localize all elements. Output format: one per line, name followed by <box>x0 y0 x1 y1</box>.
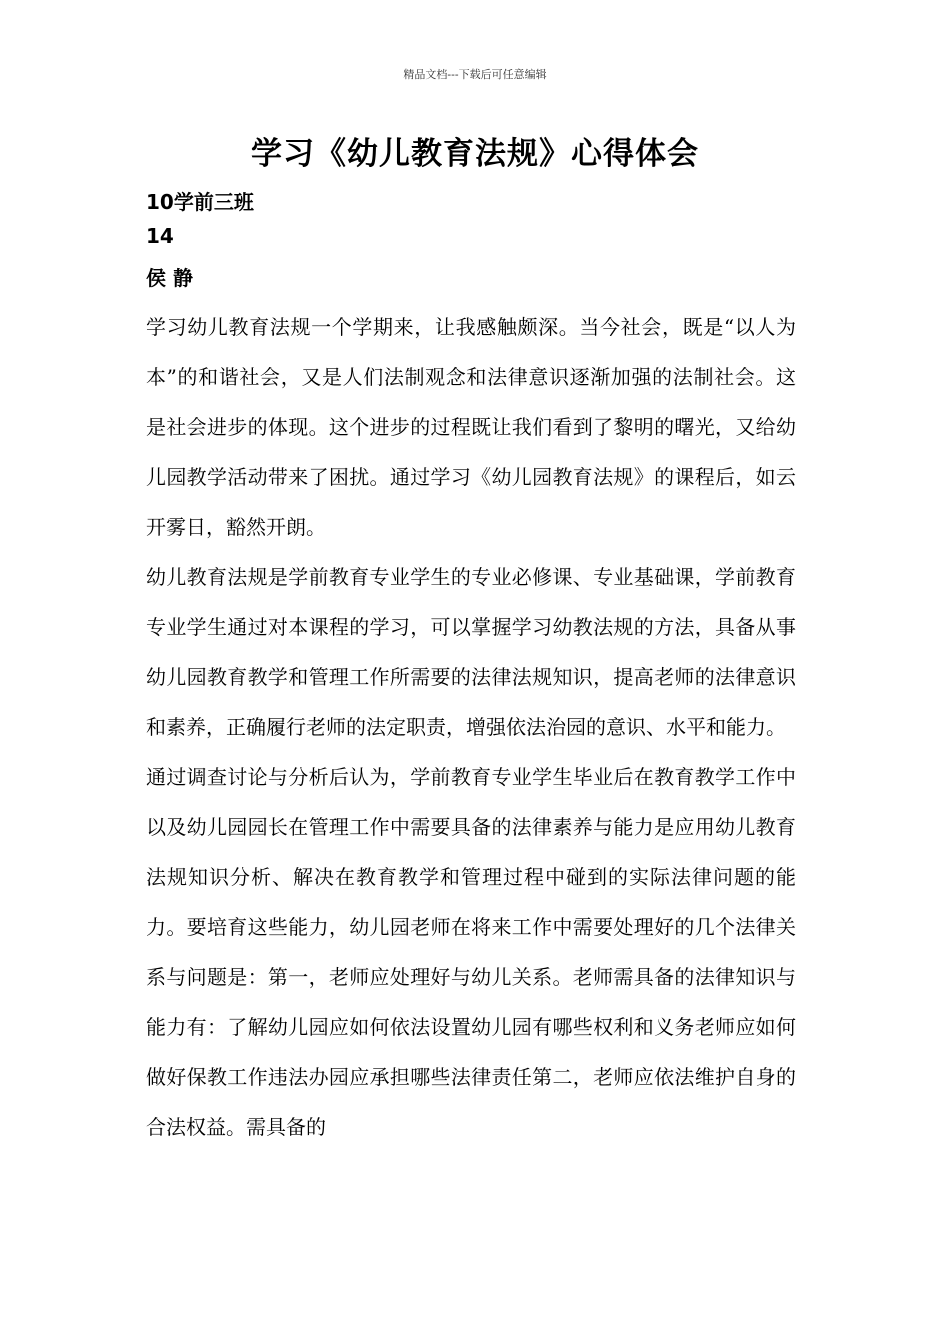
paragraph-1: 学习幼儿教育法规一个学期来，让我感触颇深。当今社会，既是“以人为本”的和谐社会，又是人们法制观念和法律意识逐渐加强的法制社会。这是社会进步的体现。这个进步的过程既让我们看到了黎明的曙光，又给幼儿园教学活动带来了困扰。通过学习《幼儿园教育法规》的课程后，如云开雾日，豁然开朗。 <box>146 315 796 539</box>
class-label: 10学前三班 <box>146 190 254 214</box>
author-name: 侯 静 <box>146 266 193 290</box>
paragraph-3: 通过调查讨论与分析后认为，学前教育专业学生毕业后在教育教学工作中以及幼儿园园长在管理工作中需要具备的法律素养与能力是应用幼儿教育法规知识分析、解决在教育教学和管理过程中碰到的实际法律问题的能力。要培育这些能力，幼儿园老师在将来工作中需要处理好的几个法律关系与问题是：第一，老师应处理好与幼儿关系。老师需具备的法律知识与能力有：了解幼儿园应如何依法设置幼儿园有哪些权利和义务老师应如何做好保教工作违法办园应承担哪些法律责任第二，老师应依法维护自身的合法权益。需具备的 <box>146 765 796 1139</box>
student-number: 14 <box>146 224 174 248</box>
header-note: 精品文档---下载后可任意编辑 <box>403 68 547 81</box>
document-title: 学习《幼儿教育法规》心得体会 <box>251 136 699 172</box>
paragraph-2: 幼儿教育法规是学前教育专业学生的专业必修课、专业基础课，学前教育专业学生通过对本课程的学习，可以掌握学习幼教法规的方法，具备从事幼儿园教育教学和管理工作所需要的法律法规知识，提高老师的法律意识和素养，正确履行老师的法定职责，增强依法治园的意识、水平和能力。 <box>146 565 796 739</box>
document-body <box>146 302 796 1152</box>
